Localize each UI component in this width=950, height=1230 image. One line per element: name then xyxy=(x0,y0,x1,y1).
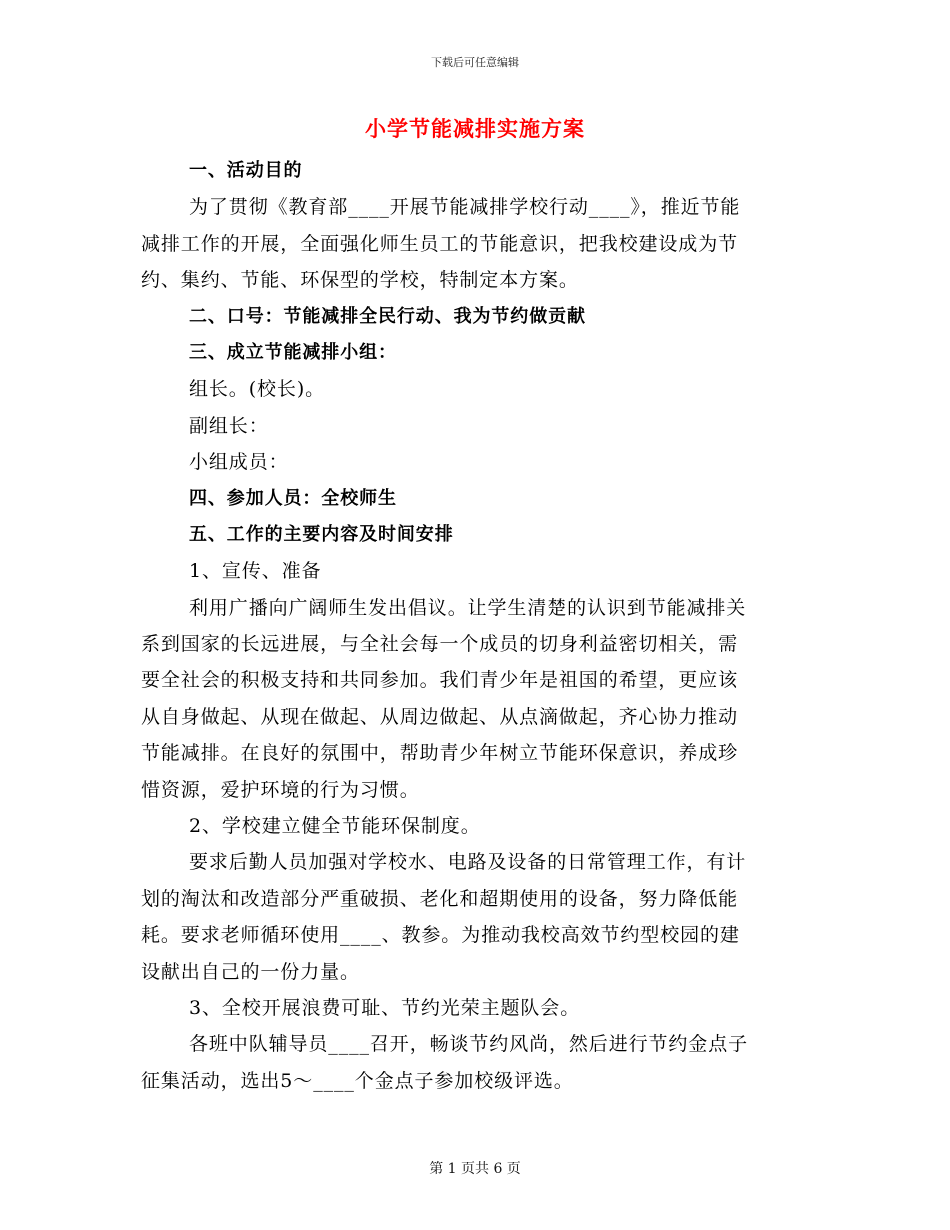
subheading-meeting: 3、全校开展浪费可耻、节约光荣主题队会。 xyxy=(189,996,581,1019)
subheading-system: 2、学校建立健全节能环保制度。 xyxy=(189,815,481,838)
paragraph-line: 从自身做起、从现在做起、从周边做起、从点滴做起，齐心协力推动 xyxy=(141,705,739,728)
paragraph-line: 划的淘汰和改造部分严重破损、老化和超期使用的设备，努力降低能 xyxy=(141,887,739,910)
group-leader-line: 组长。(校长)。 xyxy=(189,378,326,401)
paragraph-line: 惜资源，爱护环境的行为习惯。 xyxy=(141,778,420,801)
document-body xyxy=(141,153,801,1099)
paragraph-line: 要全社会的积极支持和共同参加。我们青少年是祖国的希望，更应该 xyxy=(141,669,739,692)
section-heading-slogan: 二、口号：节能减排全民行动、我为节约做贡献 xyxy=(189,305,586,327)
deputy-leader-line: 副组长： xyxy=(189,414,269,437)
section-heading-purpose: 一、活动目的 xyxy=(189,160,303,181)
section-heading-group: 三、成立节能减排小组： xyxy=(189,341,397,363)
subheading-publicity: 1、宣传、准备 xyxy=(189,560,322,583)
paragraph-line: 要求后勤人员加强对学校水、电路及设备的日常管理工作，有计 xyxy=(189,851,747,874)
paragraph-line: 系到国家的长远进展，与全社会每一个成员的切身利益密切相关，需 xyxy=(141,633,739,656)
section-heading-content: 五、工作的主要内容及时间安排 xyxy=(189,523,454,545)
paragraph-line: 减排工作的开展，全面强化师生员工的节能意识，把我校建设成为节 xyxy=(141,232,739,255)
paragraph-line: 耗。要求老师循环使用____、教参。为推动我校高效节约型校园的建 xyxy=(141,924,740,947)
paragraph-line: 设献出自己的一份力量。 xyxy=(141,960,360,983)
header-note: 下载后可任意编辑 xyxy=(431,56,519,69)
paragraph-line: 约、集约、节能、环保型的学校，特制定本方案。 xyxy=(141,269,579,292)
page-number: 第 1 页共 6 页 xyxy=(429,1161,521,1177)
paragraph-line: 为了贯彻《教育部____开展节能减排学校行动____》，推近节能 xyxy=(189,196,741,219)
paragraph-line: 征集活动，选出5～____个金点子参加校级评选。 xyxy=(141,1069,574,1092)
group-members-line: 小组成员： xyxy=(189,451,289,474)
section-heading-participants: 四、参加人员：全校师生 xyxy=(189,487,397,509)
document-title: 小学节能减排实施方案 xyxy=(365,116,585,141)
paragraph-line: 利用广播向广阔师生发出倡议。让学生清楚的认识到节能减排关 xyxy=(189,596,747,619)
paragraph-line: 节能减排。在良好的氛围中，帮助青少年树立节能环保意识，养成珍 xyxy=(141,742,739,765)
paragraph-line: 各班中队辅导员____召开，畅谈节约风尚，然后进行节约金点子 xyxy=(189,1033,749,1056)
